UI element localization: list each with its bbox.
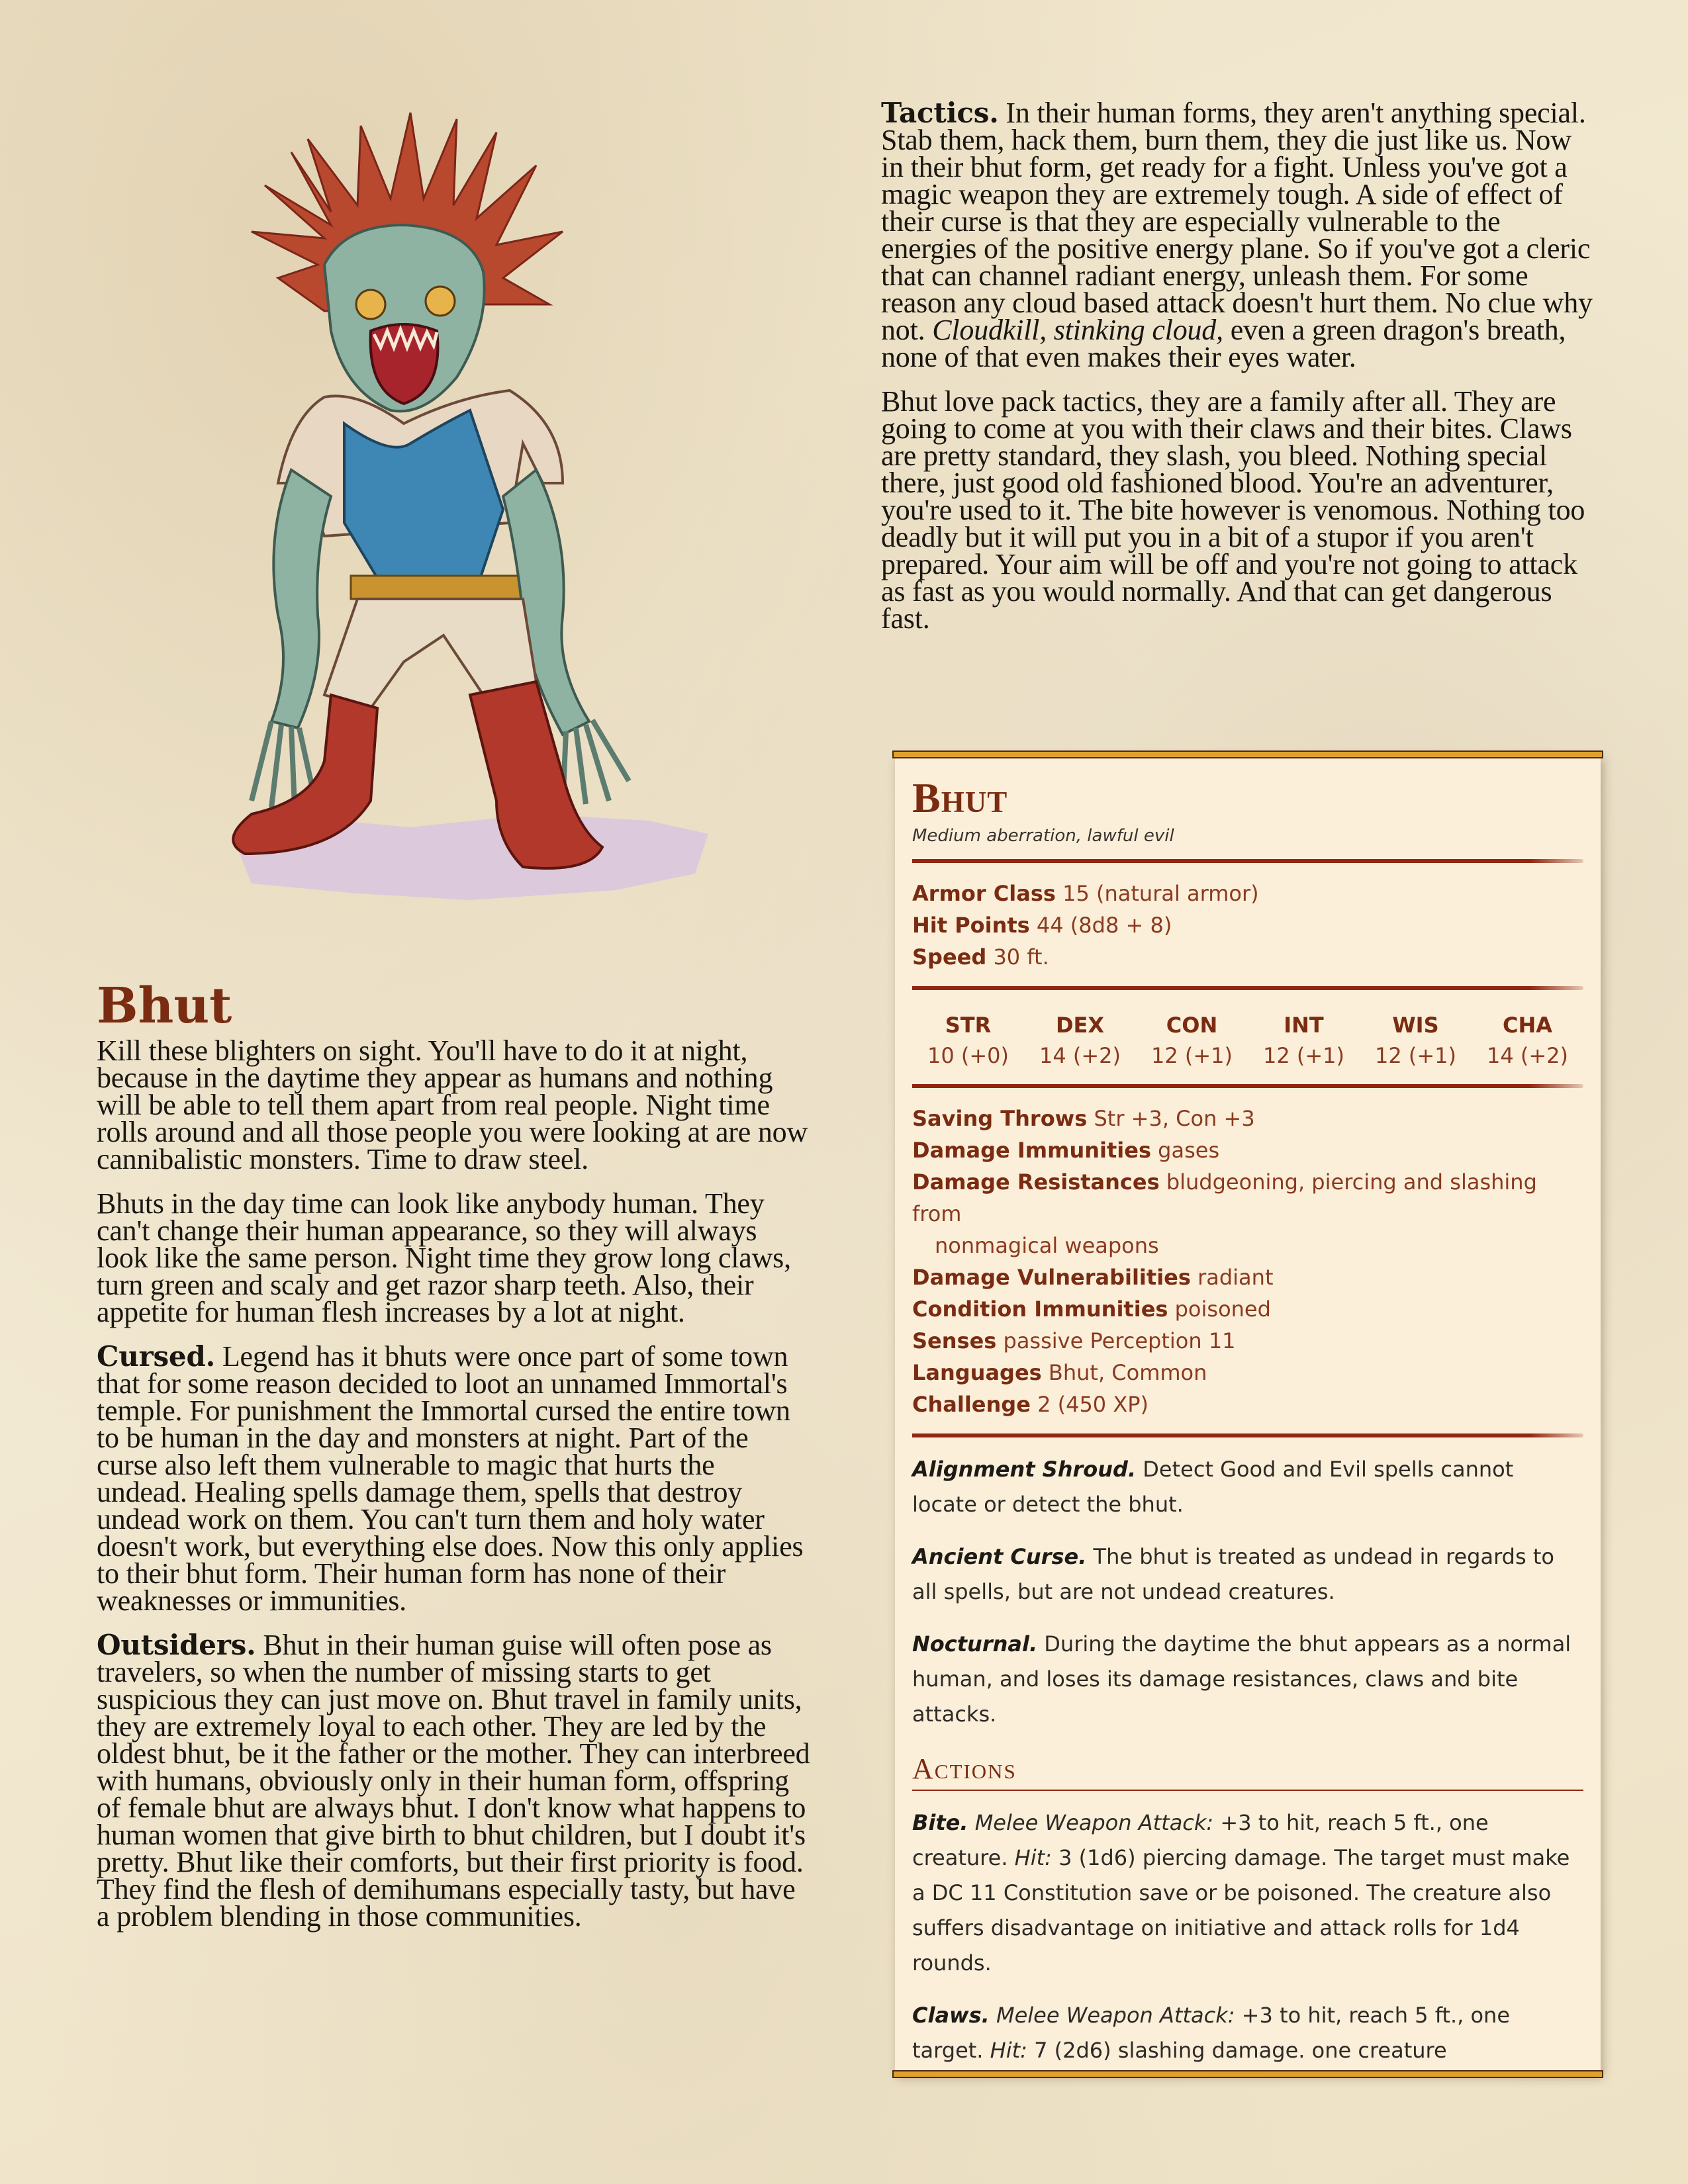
- trait-name: Alignment Shroud.: [912, 1457, 1137, 1482]
- damage-resistances-continued: [912, 1230, 1583, 1261]
- damage-resistances: [912, 1166, 1583, 1230]
- trait-text: The bhut is treated as undead in regards to all spells, but are not undead creatures.: [912, 1544, 1554, 1604]
- trait-name: Ancient Curse.: [912, 1544, 1087, 1569]
- left-arm: [271, 470, 331, 728]
- speed-label: Speed: [912, 944, 987, 970]
- trait-alignment-shroud: [912, 1452, 1583, 1522]
- cursed-paragraph: [97, 1340, 812, 1617]
- ability-name: WIS: [1392, 1013, 1439, 1038]
- ability-value: 12 (+1): [1262, 1043, 1345, 1068]
- action-text: +3 to hit, reach 5 ft., one creature.: [912, 1810, 1489, 1870]
- speed: [912, 941, 1583, 973]
- damage-vulnerabilities-value: radiant: [1197, 1265, 1274, 1290]
- action-hit-label: Hit:: [990, 2038, 1027, 2063]
- condition-immunities-value: poisoned: [1174, 1297, 1271, 1322]
- ability-value: 14 (+2): [1486, 1043, 1569, 1068]
- right-claws: [563, 720, 629, 807]
- tactics-lead: Tactics.: [881, 97, 999, 129]
- ability-cha: [1475, 1010, 1581, 1071]
- speed-value: 30 ft.: [993, 944, 1049, 970]
- action-bite: [912, 1805, 1583, 1981]
- saving-throws-label: Saving Throws: [912, 1106, 1088, 1131]
- action-text: +3 to hit, reach 5 ft., one target.: [912, 2003, 1511, 2063]
- divider: [912, 859, 1583, 863]
- pack-tactics-paragraph: Bhut love pack tactics, they are a family after all. They are going to come at you with their claws and their bites. Claws are pretty standard, they slash, you bleed. Nothing special there, just good old fashioned blood. You're an adventurer, you're used to it. The bite however is venomous. Nothing too deadly but it will put you in a bit of a stupor if you aren't prepared. Your aim will be off and you're not going to attack as fast as you would normally. And that can get dangerous fast.: [881, 385, 1585, 635]
- damage-vulnerabilities: [912, 1261, 1583, 1293]
- ability-name: CON: [1166, 1013, 1218, 1038]
- right-column: [881, 99, 1596, 649]
- tactics-text-a: In their human forms, they aren't anything special. Stab them, hack them, burn them, they die just like us. Now in their bhut form, get ready for a fight. Unless you've got a magic weapon they are extremely tough. A side of effect of their curse is that they are especially vulnerable to the energies of the positive energy plane. So if you've got a cleric that can channel radiant energy, unleash them. For some reason any cloud based attack doesn't hurt them. No clue why not.: [881, 97, 1593, 346]
- stat-block-content: [912, 774, 1583, 2085]
- vest: [344, 410, 503, 589]
- action-hit-text: 3 (1d6) piercing damage. The target must make a DC 11 Constitution save or be poisoned. The creature also suffers disadvantage on initiative and attack rolls for 1d4 rounds.: [912, 1845, 1570, 1976]
- ability-name: INT: [1284, 1013, 1324, 1038]
- stat-block-name: Bhut: [912, 774, 1008, 821]
- right-eye: [426, 287, 455, 316]
- challenge-label: Challenge: [912, 1392, 1031, 1417]
- trait-nocturnal: [912, 1627, 1583, 1732]
- outsiders-lead: Outsiders.: [97, 1629, 256, 1662]
- damage-immunities: [912, 1134, 1583, 1166]
- left-column: [97, 979, 812, 1947]
- ability-dex: [1027, 1010, 1133, 1071]
- damage-immunities-label: Damage Immunities: [912, 1138, 1151, 1163]
- outsiders-text: Bhut in their human guise will often pose as travelers, so when the number of missing starts to get suspicious they can just move on. Bhut travel in family units, they are extremely loyal to each other. They are led by the oldest bhut, be it the father or the mother. They can interbreed with humans, obviously only in their human form, offspring of female bhut are always bhut. I don't know what happens to human women that give birth to bhut children, but I doubt it's pretty. Bhut like their comforts, but their first priority is food. They find the flesh of demihumans especially tasty, but have a problem blending in those communities.: [97, 1629, 810, 1933]
- bhut-illustration: [192, 113, 761, 953]
- action-name: Bite.: [912, 1810, 968, 1835]
- ability-value: 12 (+1): [1374, 1043, 1457, 1068]
- ability-scores: [912, 1005, 1583, 1071]
- ability-con: [1139, 1010, 1245, 1071]
- hit-points-label: Hit Points: [912, 913, 1030, 938]
- belt: [351, 576, 523, 599]
- divider: [912, 1084, 1583, 1088]
- ability-int: [1251, 1010, 1357, 1071]
- action-hit-text: 7 (2d6) slashing damage. one creature: [1027, 2038, 1447, 2063]
- action-type: Melee Weapon Attack:: [989, 2003, 1235, 2028]
- cursed-text: Legend has it bhuts were once part of some town that for some reason decided to loot an unnamed Immortal's temple. For punishment the Immortal cursed the entire town to be human in the day and monsters at night. Part of the curse also left them vulnerable to magic that hurts the undead. Healing spells damage them, spells that destroy undead work on them. You can't turn them and holy water doesn't work, but everything else does. Now this only applies to their bhut form. Their human form has none of their weaknesses or immunities.: [97, 1340, 804, 1617]
- stat-block-top-bar: [892, 751, 1603, 758]
- damage-resistances-value: bludgeoning, piercing and slashing from: [912, 1169, 1537, 1226]
- monster-title: Bhut: [97, 978, 232, 1034]
- action-hit-label: Hit:: [1014, 1845, 1052, 1870]
- ability-wis: [1363, 1010, 1469, 1071]
- tactics-text-b: even a green dragon's breath, none of that even makes their eyes water.: [881, 314, 1566, 373]
- senses-value: passive Perception 11: [1003, 1328, 1236, 1353]
- languages-value: Bhut, Common: [1048, 1360, 1207, 1385]
- ability-name: STR: [945, 1013, 992, 1038]
- challenge: [912, 1388, 1583, 1420]
- challenge-value: 2 (450 XP): [1037, 1392, 1149, 1417]
- trait-text: Detect Good and Evil spells cannot locate or detect the bhut.: [912, 1457, 1514, 1517]
- languages-label: Languages: [912, 1360, 1042, 1385]
- ability-value: 10 (+0): [927, 1043, 1009, 1068]
- senses-label: Senses: [912, 1328, 997, 1353]
- trait-text: During the daytime the bhut appears as a normal human, and loses its damage resistances, claws and bite attacks.: [912, 1631, 1571, 1727]
- tactics-italic: Cloudkill, stinking cloud,: [932, 314, 1223, 346]
- damage-vulnerabilities-label: Damage Vulnerabilities: [912, 1265, 1191, 1290]
- cursed-lead: Cursed.: [97, 1340, 216, 1373]
- ability-value: 14 (+2): [1039, 1043, 1121, 1068]
- damage-resistances-value-2: nonmagical weapons: [935, 1233, 1159, 1258]
- appearance-paragraph: Bhuts in the day time can look like anybody human. They can't change their human appearance, so they will always look like the same person. Night time they grow long claws, turn green and scaly and get razor sharp teeth. Also, their appetite for human flesh increases by a lot at night.: [97, 1187, 791, 1329]
- stat-block: [895, 754, 1601, 2074]
- intro-paragraph: Kill these blighters on sight. You'll have to do it at night, because in the daytime they appear as humans and nothing will be able to tell them apart from real people. Night time rolls around and all those people you were looking at are now cannibalistic monsters. Time to draw steel.: [97, 1034, 808, 1176]
- condition-immunities-label: Condition Immunities: [912, 1297, 1168, 1322]
- armor-class: [912, 878, 1583, 909]
- condition-immunities: [912, 1293, 1583, 1325]
- action-name: Claws.: [912, 2003, 990, 2028]
- trait-ancient-curse: [912, 1539, 1583, 1610]
- tactics-paragraph: [881, 99, 1596, 371]
- saving-throws: [912, 1103, 1583, 1134]
- action-claws: [912, 1998, 1583, 2068]
- actions-divider: [912, 1790, 1583, 1791]
- armor-class-label: Armor Class: [912, 881, 1056, 906]
- action-type: Melee Weapon Attack:: [968, 1810, 1214, 1835]
- ability-name: CHA: [1502, 1013, 1553, 1038]
- damage-immunities-value: gases: [1158, 1138, 1220, 1163]
- actions-heading: Actions: [912, 1752, 1017, 1785]
- trait-name: Nocturnal.: [912, 1631, 1038, 1657]
- armor-class-value: 15 (natural armor): [1062, 881, 1259, 906]
- stat-block-subtitle: Medium aberration, lawful evil: [912, 826, 1174, 846]
- left-eye: [356, 290, 385, 319]
- divider: [912, 1433, 1583, 1437]
- hit-points-value: 44 (8d8 + 8): [1036, 913, 1172, 938]
- languages: [912, 1357, 1583, 1388]
- hit-points: [912, 909, 1583, 941]
- saving-throws-value: Str +3, Con +3: [1094, 1106, 1255, 1131]
- senses: [912, 1325, 1583, 1357]
- ability-name: DEX: [1055, 1013, 1105, 1038]
- damage-resistances-label: Damage Resistances: [912, 1169, 1160, 1195]
- outsiders-paragraph: [97, 1629, 812, 1933]
- divider: [912, 986, 1583, 990]
- ability-value: 12 (+1): [1150, 1043, 1233, 1068]
- ability-str: [915, 1010, 1021, 1071]
